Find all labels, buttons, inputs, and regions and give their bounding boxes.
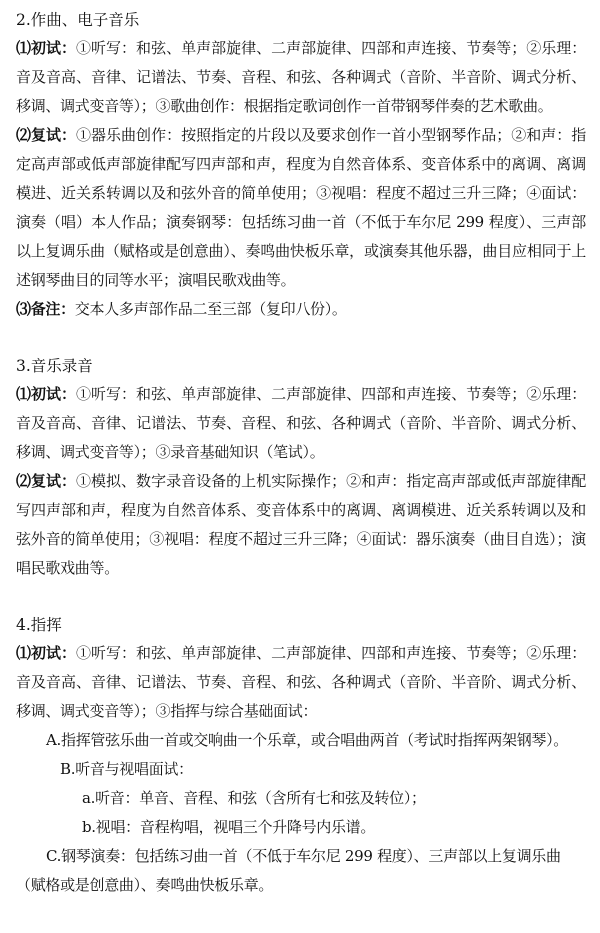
item-label: ⑵复试： <box>16 126 77 144</box>
item-text: ①听写：和弦、单声部旋律、二声部旋律、四部和声连接、节奏等；②乐理：音及音高、音律、记谱法、节奏、音程、和弦、各种调式（音阶、半音阶、调式分析、移调、调式变音等）；③指挥与综合基础面试： <box>16 644 586 720</box>
section-recording <box>16 352 586 583</box>
subitem-b2: b.视唱：音程构唱，视唱三个升降号内乐谱。 <box>82 818 376 836</box>
subitem-c: C.钢琴演奏：包括练习曲一首（不低于车尔尼 299 程度）、三声部以上复调乐曲 <box>46 847 561 865</box>
subitem-b1: a.听音：单音、音程、和弦（含所有七和弦及转位）； <box>82 789 426 807</box>
item-text: ①听写：和弦、单声部旋律、二声部旋律、四部和声连接、节奏等；②乐理：音及音高、音律、记谱法、节奏、音程、和弦、各种调式（音阶、半音阶、调式分析、移调、调式变音等）；③录音基础知识（笔试）。 <box>16 385 586 461</box>
item-label: ⑴初试： <box>16 385 77 403</box>
subitem-a: A.指挥管弦乐曲一首或交响曲一个乐章，或合唱曲两首（考试时指挥两架钢琴）。 <box>46 731 569 749</box>
first-exam-paragraph <box>16 380 586 467</box>
section-spacer <box>16 583 586 611</box>
first-exam-paragraph <box>16 34 586 121</box>
section-title: 4.指挥 <box>16 616 62 634</box>
section-composition <box>16 6 586 324</box>
item-label: ⑴初试： <box>16 644 77 662</box>
item-text: ①器乐曲创作：按照指定的片段以及要求创作一首小型钢琴作品；②和声：指定高声部或低声部旋律配写四声部和声，程度为自然音体系、变音体系中的离调、离调模进、近关系转调以及和弦外音的简单使用；③视唱：程度不超过三升三降；④面试：演奏（唱）本人作品；演奏钢琴：包括练习曲一首（不低于车尔尼 299 程度）、三声部以上复调乐曲（赋格或是创意曲）、奏鸣曲快板乐章，或演奏其他乐器，曲目应相同于上述钢琴曲目的同等水平；演唱民歌戏曲等。 <box>16 126 586 289</box>
first-exam-paragraph <box>16 639 586 726</box>
item-label: ⑴初试： <box>16 39 77 57</box>
second-exam-paragraph <box>16 467 586 583</box>
section-title: 3.音乐录音 <box>16 357 93 375</box>
item-text: ①模拟、数字录音设备的上机实际操作；②和声：指定高声部或低声部旋律配写四声部和声，程度为自然音体系、变音体系中的离调、离调模进、近关系转调以及和弦外音的简单使用；③视唱：程度不超过三升三降；④面试：器乐演奏（曲目自选）；演唱民歌戏曲等。 <box>16 472 586 577</box>
item-label: ⑵复试： <box>16 472 77 490</box>
remarks-paragraph <box>16 295 586 324</box>
subitem-c-continued: （赋格或是创意曲）、奏鸣曲快板乐章。 <box>16 876 274 894</box>
section-conducting <box>16 611 586 900</box>
second-exam-paragraph <box>16 121 586 295</box>
item-text: ①听写：和弦、单声部旋律、二声部旋律、四部和声连接、节奏等；②乐理：音及音高、音律、记谱法、节奏、音程、和弦、各种调式（音阶、半音阶、调式分析、移调、调式变音等）；③歌曲创作：根据指定歌词创作一首带钢琴伴奏的艺术歌曲。 <box>16 39 586 115</box>
subitem-b: B.听音与视唱面试： <box>60 760 193 778</box>
section-title: 2.作曲、电子音乐 <box>16 11 140 29</box>
item-text: 交本人多声部作品二至三部（复印八份）。 <box>74 300 347 318</box>
section-spacer <box>16 324 586 352</box>
item-label: ⑶备注： <box>16 300 75 318</box>
